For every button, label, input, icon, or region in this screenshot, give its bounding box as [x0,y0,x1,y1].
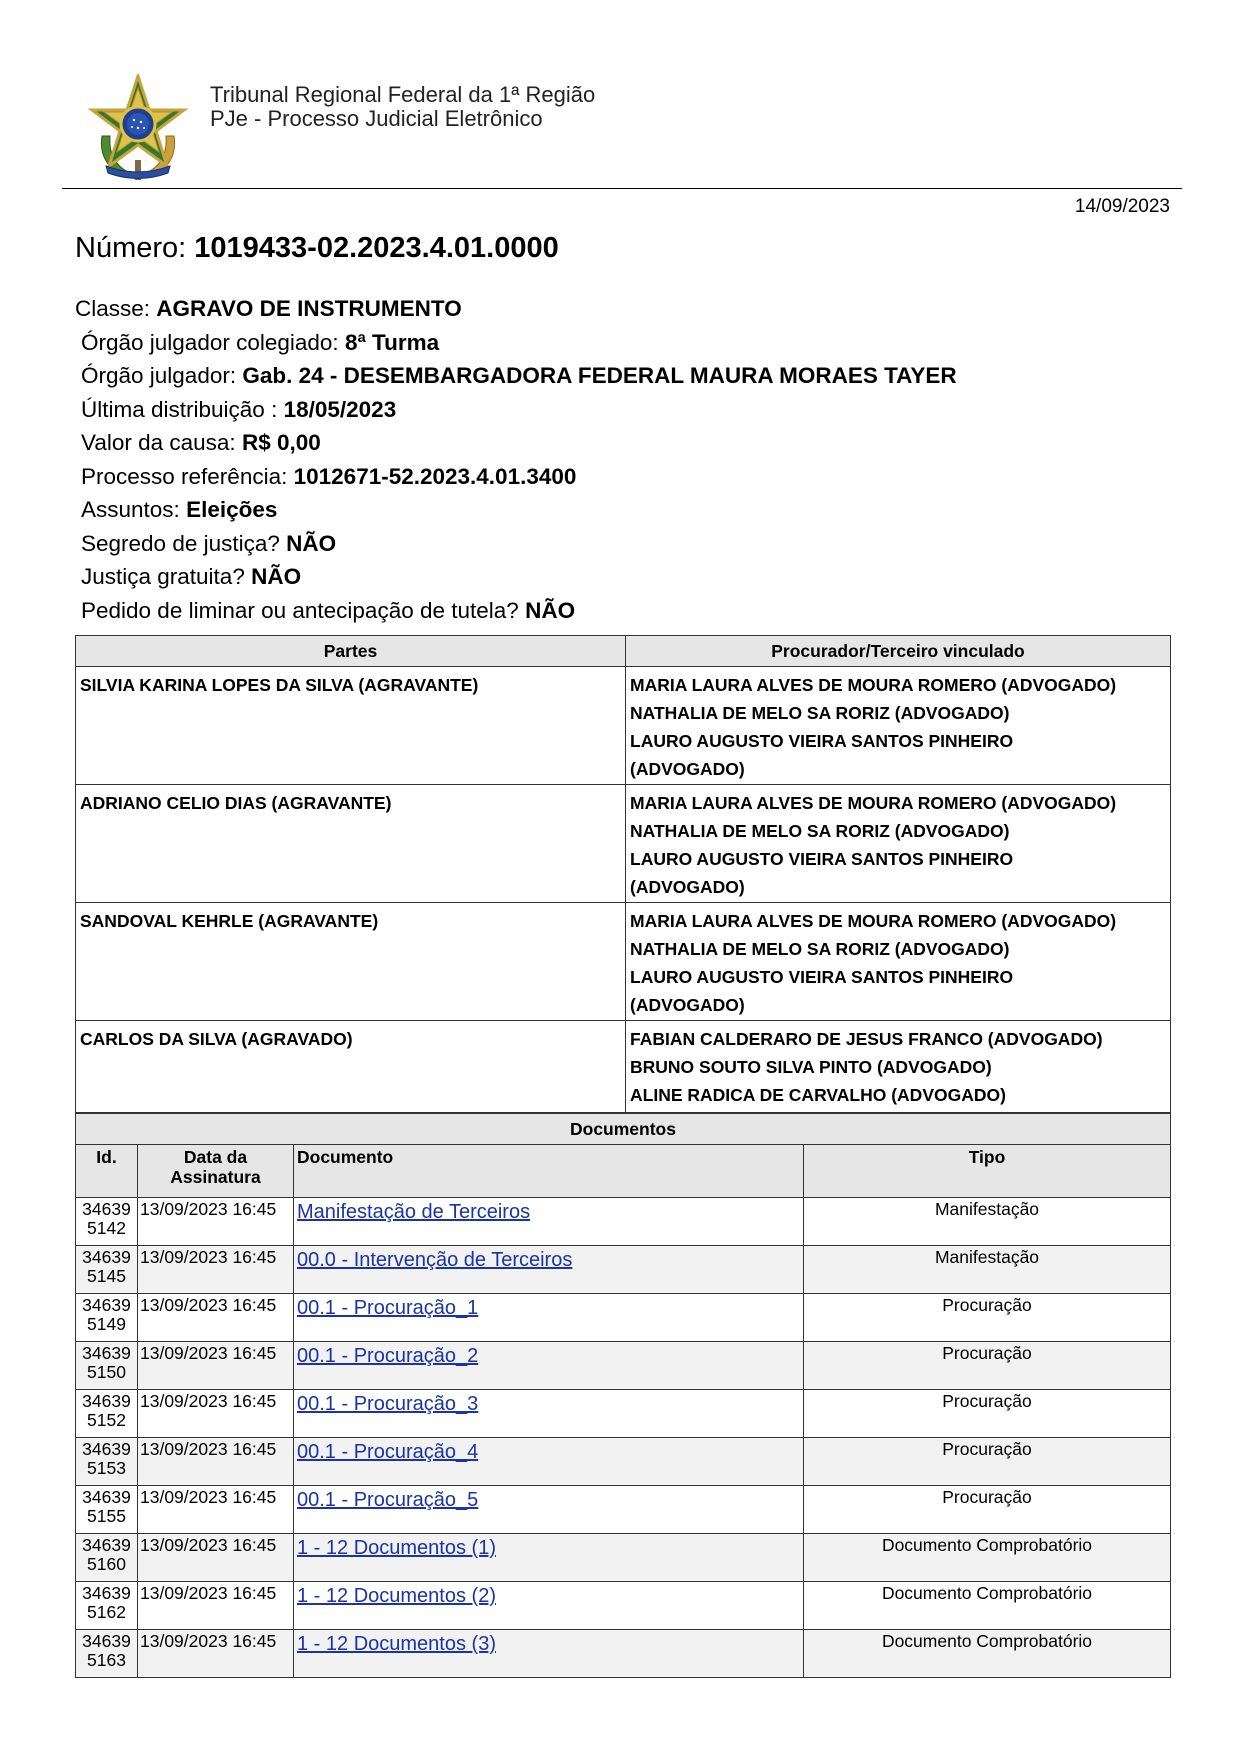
id-line: 5153 [87,1458,126,1478]
field-orgao-julgador [75,359,957,393]
attorney-name: ALINE RADICA DE CARVALHO (ADVOGADO) [630,1085,1006,1105]
document-type: Documento Comprobatório [804,1582,1171,1630]
document-row [76,1342,1171,1390]
attorney-name: NATHALIA DE MELO SA RORIZ (ADVOGADO) [630,703,1010,723]
document-type: Procuração [804,1438,1171,1486]
documents-header-data [138,1145,294,1198]
attorney-name: FABIAN CALDERARO DE JESUS FRANCO (ADVOGADO) [630,1029,1103,1049]
party-name: ADRIANO CELIO DIAS (AGRAVANTE) [76,785,626,903]
field-pedido-liminar [75,594,957,628]
document-id [76,1246,138,1294]
document-type: Manifestação [804,1246,1171,1294]
field-label: Valor da causa: [81,430,236,455]
document-date: 13/09/2023 16:45 [138,1582,294,1630]
document-date: 13/09/2023 16:45 [138,1198,294,1246]
field-value: AGRAVO DE INSTRUMENTO [156,296,462,321]
document-type: Documento Comprobatório [804,1534,1171,1582]
parties-header-row [76,636,1171,667]
document-row [76,1486,1171,1534]
attorney-name: LAURO AUGUSTO VIEIRA SANTOS PINHEIRO [630,731,1014,751]
party-attorneys [626,667,1171,785]
document-cell [294,1246,804,1294]
attorney-name: LAURO AUGUSTO VIEIRA SANTOS PINHEIRO [630,849,1014,869]
id-line: 34639 [82,1583,131,1603]
id-line: 5142 [87,1218,126,1238]
field-orgao-colegiado [75,326,957,360]
attorney-name: LAURO AUGUSTO VIEIRA SANTOS PINHEIRO [630,967,1014,987]
field-processo-referencia [75,460,957,494]
documents-title-row [76,1114,1171,1145]
document-id [76,1534,138,1582]
document-cell [294,1438,804,1486]
documents-table [75,1113,1171,1678]
attorney-name: MARIA LAURA ALVES DE MOURA ROMERO (ADVOGADO) [630,911,1117,931]
id-line: 5150 [87,1362,126,1382]
document-link[interactable]: 1 - 12 Documentos (2) [297,1585,496,1607]
documents-header-row [76,1145,1171,1198]
field-label: Assuntos: [81,497,180,522]
documents-header-tipo: Tipo [804,1145,1171,1198]
brazil-coat-of-arms-icon [87,74,189,184]
document-row [76,1630,1171,1678]
process-number-value: 1019433-02.2023.4.01.0000 [194,232,559,264]
party-name: SILVIA KARINA LOPES DA SILVA (AGRAVANTE) [76,667,626,785]
id-line: 34639 [82,1631,131,1651]
document-date: 13/09/2023 16:45 [138,1390,294,1438]
document-row [76,1246,1171,1294]
party-attorneys [626,785,1171,903]
attorney-name: (ADVOGADO) [630,877,745,897]
id-line: 34639 [82,1343,131,1363]
id-line: 34639 [82,1487,131,1507]
document-id [76,1342,138,1390]
id-line: 5162 [87,1602,126,1622]
parties-header-procurador: Procurador/Terceiro vinculado [626,636,1171,667]
process-fields [75,292,957,627]
document-id [76,1582,138,1630]
document-link[interactable]: 00.1 - Procuração_4 [297,1441,479,1463]
document-id [76,1294,138,1342]
document-date: 13/09/2023 16:45 [138,1534,294,1582]
id-line: 5163 [87,1650,126,1670]
document-link[interactable]: 1 - 12 Documentos (3) [297,1633,496,1655]
document-date: 13/09/2023 16:45 [138,1438,294,1486]
header-line: Data da [183,1147,248,1167]
field-label: Órgão julgador colegiado: [81,329,339,355]
field-label: Segredo de justiça? [81,530,280,556]
document-link[interactable]: 00.1 - Procuração_3 [297,1393,479,1415]
field-assuntos [75,493,957,527]
party-row [76,903,1171,1021]
field-value: NÃO [251,564,302,589]
document-row [76,1438,1171,1486]
document-date: 13/09/2023 16:45 [138,1294,294,1342]
document-id [76,1198,138,1246]
party-row [76,785,1171,903]
field-justica-gratuita [75,560,957,594]
id-line: 5152 [87,1410,126,1430]
party-name: CARLOS DA SILVA (AGRAVADO) [76,1021,626,1113]
document-id [76,1390,138,1438]
field-label: Justiça gratuita? [81,564,245,589]
attorney-name: NATHALIA DE MELO SA RORIZ (ADVOGADO) [630,821,1010,841]
header-line: Assinatura [170,1167,261,1187]
document-row [76,1294,1171,1342]
id-line: 34639 [82,1391,131,1411]
field-value: NÃO [525,597,576,623]
documents-header-id: Id. [76,1145,138,1198]
document-row [76,1534,1171,1582]
party-name: SANDOVAL KEHRLE (AGRAVANTE) [76,903,626,1021]
process-number [75,232,559,265]
id-line: 34639 [82,1295,131,1315]
system-name: PJe - Processo Judicial Eletrônico [210,106,543,131]
field-value: 1012671-52.2023.4.01.3400 [293,463,577,489]
document-link[interactable]: 00.1 - Procuração_1 [297,1297,479,1319]
field-ultima-distribuicao [75,393,957,427]
field-label: Última distribuição : [81,396,278,422]
field-value: 8ª Turma [344,329,440,355]
id-line: 5149 [87,1314,126,1334]
document-type: Manifestação [804,1198,1171,1246]
documents-title: Documentos [76,1114,1171,1145]
header-divider [62,188,1182,189]
document-type: Documento Comprobatório [804,1630,1171,1678]
id-line: 34639 [82,1439,131,1459]
party-row [76,1021,1171,1113]
attorney-name: MARIA LAURA ALVES DE MOURA ROMERO (ADVOGADO) [630,675,1117,695]
id-line: 5160 [87,1554,126,1574]
id-line: 5145 [87,1266,126,1286]
attorney-name: NATHALIA DE MELO SA RORIZ (ADVOGADO) [630,939,1010,959]
field-valor-causa [75,426,957,460]
document-row [76,1390,1171,1438]
field-label: Pedido de liminar ou antecipação de tutela? [81,597,519,623]
institution-name: Tribunal Regional Federal da 1ª Região [210,82,596,107]
field-value: 18/05/2023 [283,396,397,422]
document-date: 13/09/2023 16:45 [138,1630,294,1678]
field-value: Gab. 24 - DESEMBARGADORA FEDERAL MAURA MORAES TAYER [242,363,957,388]
document-id [76,1438,138,1486]
party-row [76,667,1171,785]
document-row [76,1198,1171,1246]
document-type: Procuração [804,1390,1171,1438]
print-date: 14/09/2023 [1074,196,1170,217]
field-label: Órgão julgador: [81,363,237,388]
process-number-label: Número: [75,232,187,264]
document-cell [294,1294,804,1342]
document-row [76,1582,1171,1630]
field-value: NÃO [286,530,337,556]
id-line: 34639 [82,1535,131,1555]
document-cell [294,1198,804,1246]
party-attorneys [626,903,1171,1021]
document-link[interactable]: 00.1 - Procuração_2 [297,1345,479,1367]
field-segredo-justica [75,527,957,561]
document-id [76,1630,138,1678]
parties-table [75,635,1171,1113]
document-cell [294,1486,804,1534]
page-header [0,0,1240,217]
party-attorneys [626,1021,1171,1113]
document-date: 13/09/2023 16:45 [138,1246,294,1294]
field-classe [75,292,957,326]
documents-header-documento: Documento [294,1145,804,1198]
id-line: 34639 [82,1199,131,1219]
attorney-name: MARIA LAURA ALVES DE MOURA ROMERO (ADVOGADO) [630,793,1117,813]
document-link[interactable]: Manifestação de Terceiros [297,1201,531,1223]
id-line: 5155 [87,1506,126,1526]
document-link[interactable]: 00.0 - Intervenção de Terceiros [297,1249,573,1271]
document-cell [294,1534,804,1582]
field-value: Eleições [186,497,278,522]
parties-header-partes: Partes [76,636,626,667]
document-type: Procuração [804,1486,1171,1534]
field-label: Processo referência: [81,463,288,489]
document-type: Procuração [804,1342,1171,1390]
attorney-name: BRUNO SOUTO SILVA PINTO (ADVOGADO) [630,1057,992,1077]
field-value: R$ 0,00 [241,430,321,455]
document-date: 13/09/2023 16:45 [138,1486,294,1534]
document-cell [294,1630,804,1678]
document-type: Procuração [804,1294,1171,1342]
document-cell [294,1582,804,1630]
field-label: Classe: [75,296,151,321]
document-date: 13/09/2023 16:45 [138,1342,294,1390]
document-link[interactable]: 00.1 - Procuração_5 [297,1489,479,1511]
attorney-name: (ADVOGADO) [630,995,745,1015]
document-id [76,1486,138,1534]
document-cell [294,1390,804,1438]
document-link[interactable]: 1 - 12 Documentos (1) [297,1537,496,1559]
id-line: 34639 [82,1247,131,1267]
document-cell [294,1342,804,1390]
attorney-name: (ADVOGADO) [630,759,745,779]
